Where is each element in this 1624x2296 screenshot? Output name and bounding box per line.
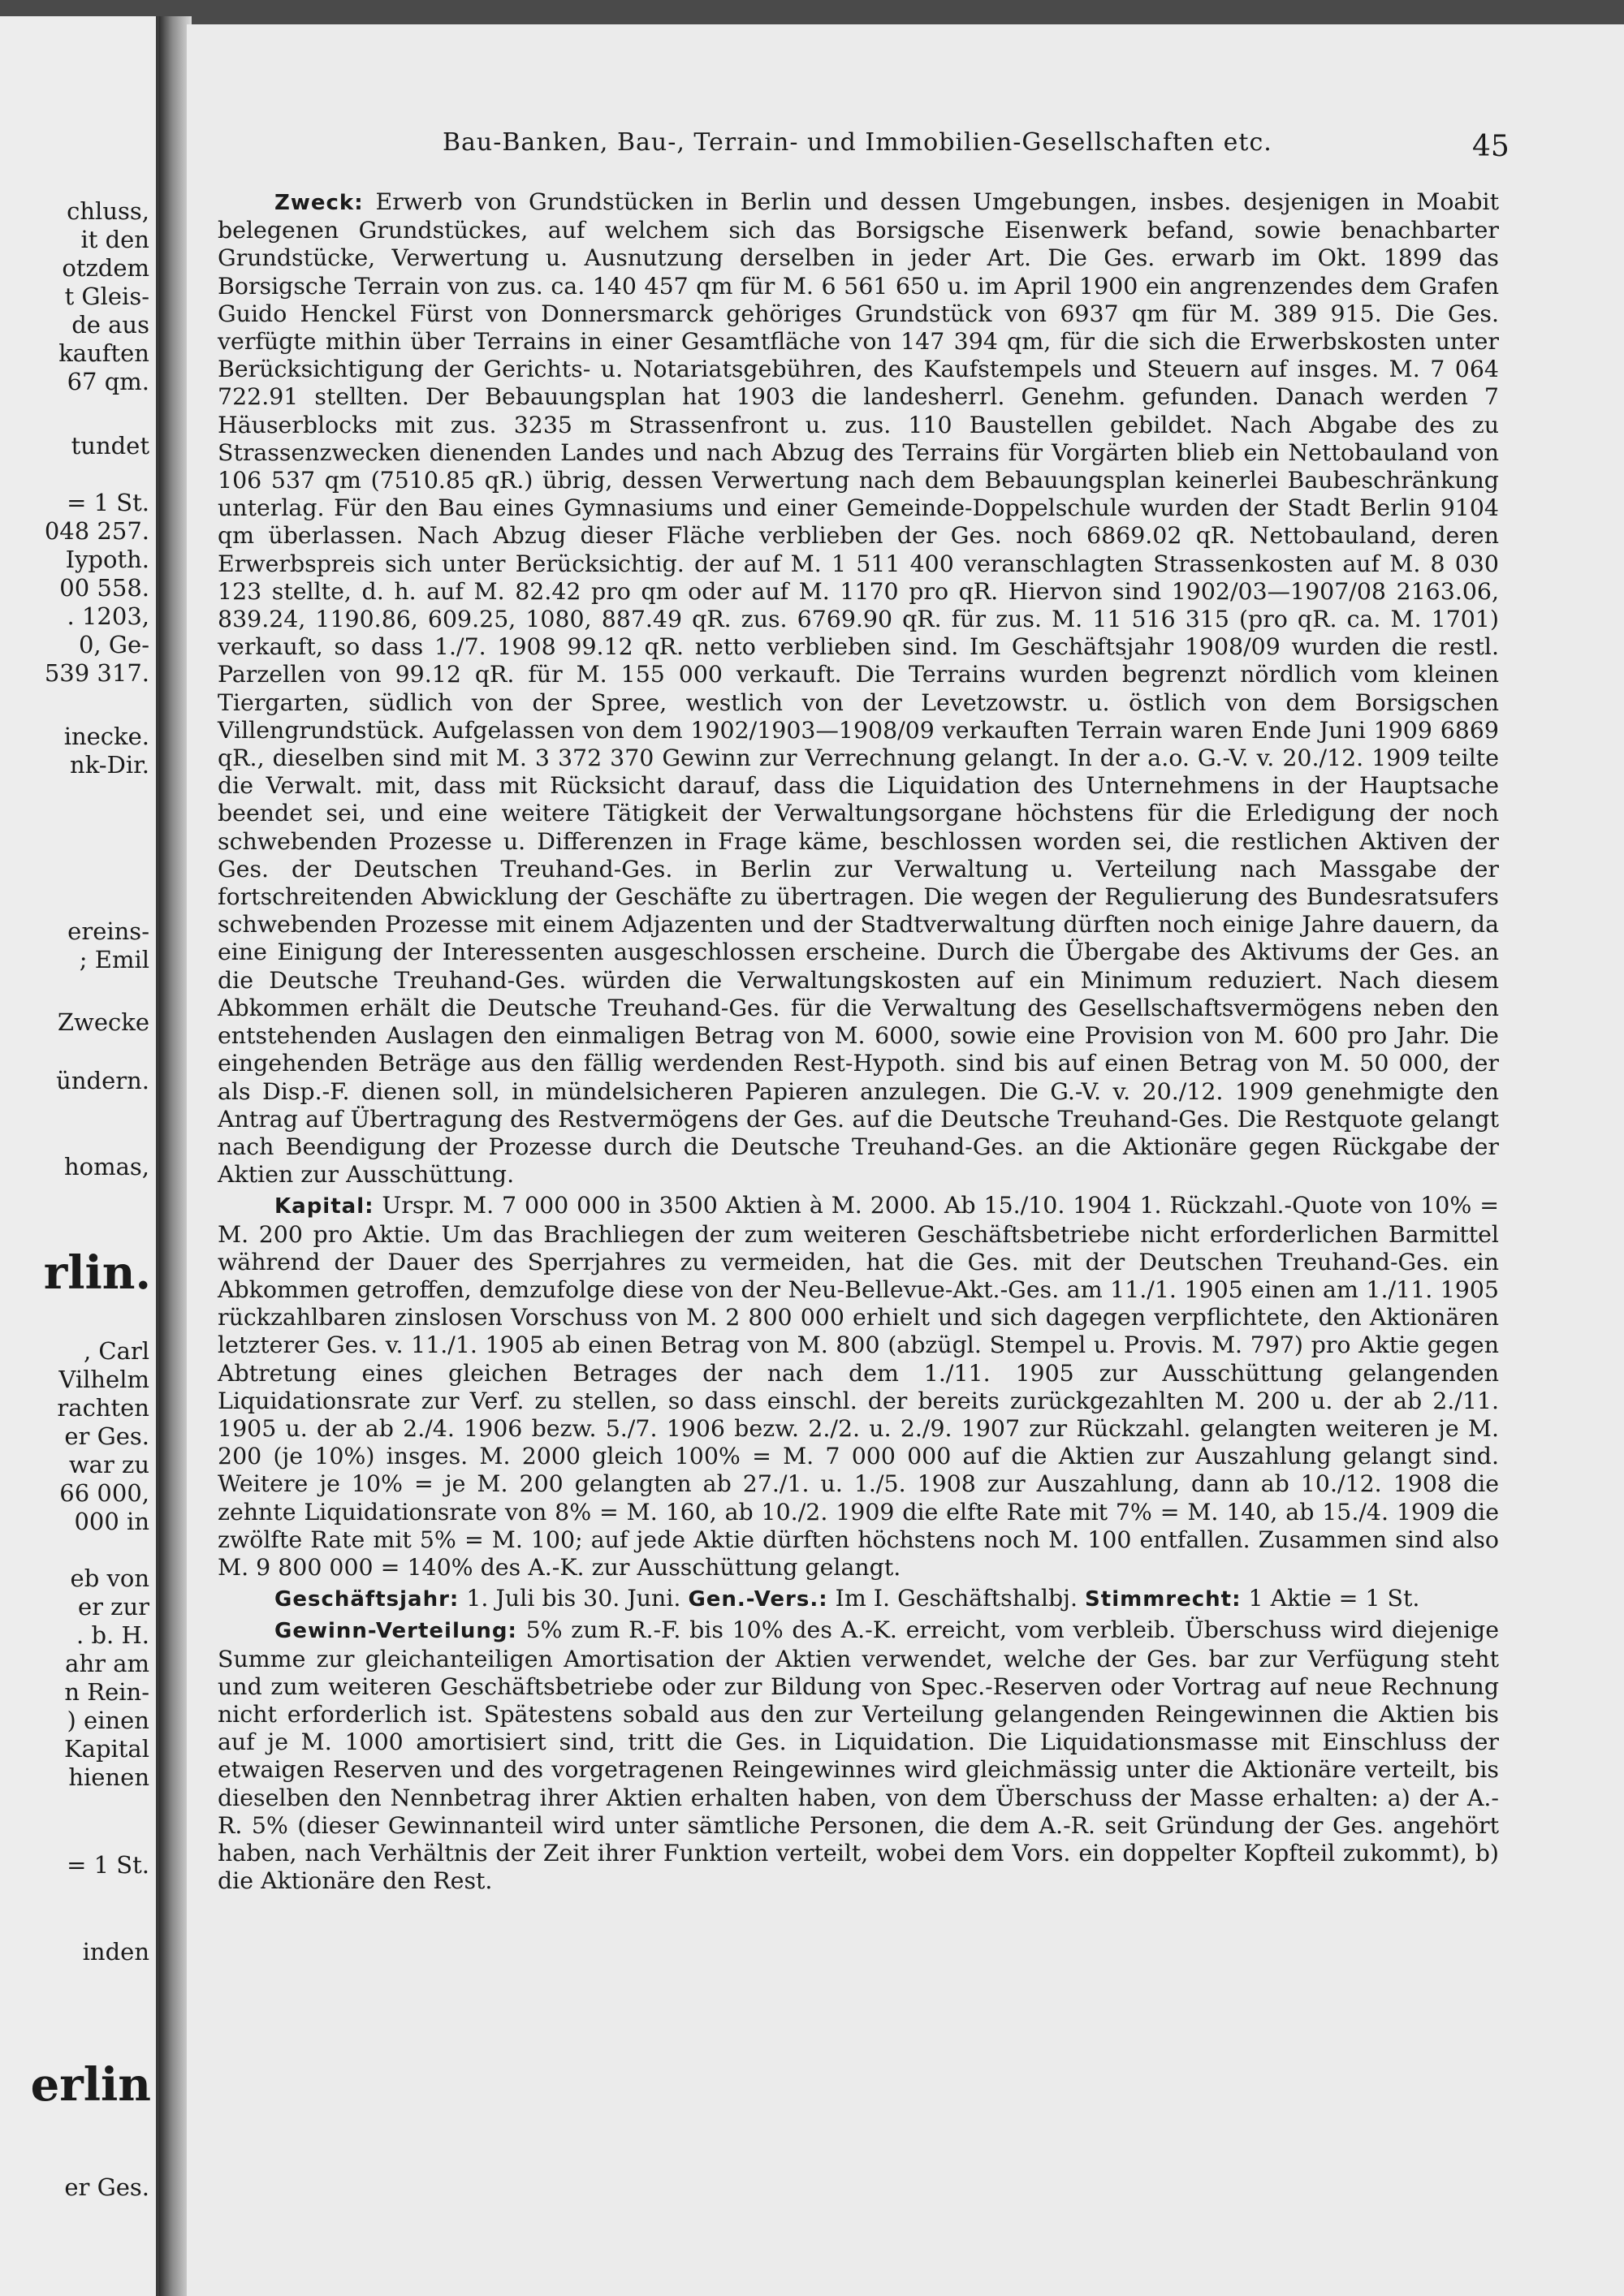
left-fragment-line: t Gleis- — [64, 283, 149, 310]
section-label: Geschäftsjahr: — [274, 1587, 460, 1612]
left-fragment-line: 539 317. — [44, 659, 149, 687]
section-zweck — [218, 188, 1499, 1189]
left-fragment-line: Zwecke — [57, 1008, 149, 1036]
left-fragment-line: ; Emil — [79, 946, 149, 973]
left-fragment-line: Iypoth. — [65, 546, 149, 573]
section-geschaeftsjahr — [218, 1585, 1499, 1613]
left-fragment-line: hienen — [68, 1763, 149, 1791]
left-fragment-line: inecke. — [63, 723, 149, 750]
section-label: Stimmrecht: — [1085, 1587, 1242, 1612]
section-kapital — [218, 1192, 1499, 1582]
left-fragment-line: homas, — [63, 1153, 149, 1180]
left-fragment-line: otzdem — [62, 254, 149, 282]
left-fragment-heading: erlin — [30, 2058, 151, 2112]
left-fragment-line: rachten — [57, 1394, 149, 1422]
left-fragment-line: er Ges. — [64, 1422, 149, 1450]
section-label: Gewinn-Verteilung: — [274, 1619, 517, 1644]
left-fragment-line: 66 000, — [59, 1479, 149, 1507]
scan-top-edge — [0, 0, 1624, 28]
section-label: Zweck: — [274, 191, 364, 215]
left-fragment-line: . 1203, — [67, 602, 149, 630]
running-header: Bau-Banken, Bau-, Terrain- und Immobilien-Gesellschaften etc. — [443, 128, 1272, 157]
left-fragment-line: . b. H. — [76, 1621, 149, 1649]
section-text: 5% zum R.-F. bis 10% des A.-K. erreicht, vom verbleib. Überschuss wird diejenige Summe zur gleichanteiligen Amortisation der Aktien verwendet, welche der Ges. bar zur Verfügung steht und zum weiteren Geschäftsbetriebe oder zur Bildung von Spec.-Reserven oder Vortrag auf neue Rechnung nicht erforderlich ist. Spätestens sobald aus den zur Verteilung gelangenden Reingewinnen die Aktien bis auf je M. 1000 amortisiert sind, tritt die Ges. in Liquidation. Die Liquidationsmasse mit Einschluss der etwaigen Reserven und des vorgetragenen Reingewinnes wird gleichmässig unter die Aktionäre verteilt, bis dieselben den Nennbetrag ihrer Aktien erhalten haben, von dem Überschuss der Masse erhalten: a) der A.-R. 5% (dieser Gewinnanteil wird unter sämtliche Personen, die dem A.-R. seit Gründung der Ges. angehört haben, nach Verhältnis der Zeit ihrer Funktion verteilt, wobei dem Vors. ein doppelter Kopfteil zukommt), b) die Aktionäre den Rest. — [218, 1616, 1500, 1895]
section-text: 1. Juli bis 30. Juni. — [466, 1585, 681, 1612]
left-fragment-line: nk-Dir. — [70, 751, 149, 779]
left-fragment-line: de aus — [71, 311, 149, 339]
section-label: Gen.-Vers.: — [688, 1587, 828, 1612]
left-fragment-line: er zur — [77, 1593, 149, 1621]
left-fragment-line: 00 558. — [59, 574, 149, 602]
left-fragment-line: ) einen — [67, 1707, 149, 1734]
adjacent-page-fragment — [0, 16, 159, 2296]
section-text: Im I. Geschäftshalbj. — [835, 1585, 1078, 1612]
left-fragment-line: ereins- — [67, 917, 149, 945]
left-fragment-line: kauften — [58, 339, 149, 367]
section-text: 1 Aktie = 1 St. — [1248, 1585, 1420, 1612]
left-fragment-line: it den — [80, 226, 149, 253]
section-text: Urspr. M. 7 000 000 in 3500 Aktien à M. 2000. Ab 15./10. 1904 1. Rückzahl.-Quote von 10% = M. 200 pro Aktie. Um das Brachliegen der zum weiteren Geschäftsbetriebe nicht erforderlichen Barmittel während der Dauer des Sperrjahres zu vermeiden, hat die Ges. mit der Deutschen Treuhand-Ges. ein Abkommen getroffen, demzufolge diese von der Neu-Bellevue-Akt.-Ges. am 11./1. 1905 einen am 1./11. 1905 rückzahlbaren zinslosen Vorschuss von M. 2 800 000 erhielt und sich dagegen verpflichtete, den Aktionären letzterer Ges. v. 11./1. 1905 ab einen Betrag von M. 800 (abzügl. Stempel u. Provis. M. 797) pro Aktie gegen Abtretung eines gleichen Betrages der nach dem 1./11. 1905 zur Ausschüttung gelangenden Liquidationsrate zur Verf. zu stellen, so dass einschl. der bereits zurückgezahlten M. 200 u. der ab 2./11. 1905 u. der ab 2./4. 1906 bezw. 5./7. 1906 bezw. 2./2. u. 2./9. 1907 zur Rückzahl. gelangten weiteren je M. 200 (je 10%) insges. M. 2000 gleich 100% = M. 7 000 000 auf die Aktien zur Auszahlung gelangt sind. Weitere je 10% = je M. 200 gelangten ab 27./1. u. 1./5. 1908 zur Auszahlung, dann ab 10./12. 1908 die zehnte Liquidationsrate von 8% = M. 160, ab 10./2. 1909 die elfte Rate mit 7% = M. 140, ab 15./4. 1909 die zwölfte Rate mit 5% = M. 100; auf jede Aktie dürften höchstens noch M. 100 entfallen. Zusammen sind also M. 9 800 000 = 140% des A.-K. zur Ausschüttung gelangt. — [218, 1192, 1499, 1581]
left-fragment-line: , Carl — [83, 1337, 149, 1365]
left-fragment-line: Kapital — [63, 1735, 149, 1763]
left-fragment-line: 67 qm. — [67, 368, 149, 395]
left-fragment-line: ündern. — [56, 1067, 149, 1094]
left-fragment-line: n Rein- — [64, 1678, 149, 1706]
left-fragment-line: er Ges. — [64, 2173, 149, 2201]
left-fragment-line: inden — [82, 1938, 149, 1966]
left-fragment-line: = 1 St. — [67, 489, 149, 516]
left-fragment-line: tundet — [71, 432, 149, 460]
left-fragment-line: = 1 St. — [67, 1851, 149, 1879]
left-fragment-line: war zu — [68, 1451, 149, 1478]
left-fragment-line: ahr am — [65, 1650, 149, 1677]
left-fragment-line: chluss, — [67, 197, 149, 225]
left-fragment-line: eb von — [70, 1564, 149, 1592]
left-fragment-heading: rlin. — [43, 1246, 151, 1300]
article-body — [218, 188, 1499, 1898]
section-label: Kapital: — [274, 1194, 374, 1219]
left-fragment-line: 000 in — [74, 1508, 149, 1535]
left-fragment-line: 048 257. — [44, 517, 149, 545]
section-text: Erwerb von Grundstücken in Berlin und dessen Umgebungen, insbes. desjenigen in Moabit belegenen Grundstückes, auf welchem sich das Borsigsche Eisenwerk befand, sowie benachbarter Grundstücke, Verwertung u. Ausnutzung derselben in jeder Art. Die Ges. erwarb im Okt. 1899 das Borsigsche Terrain von zus. ca. 140 457 qm für M. 6 561 650 u. im April 1900 ein angrenzendes dem Grafen Guido Henckel Fürst von Donnersmarck gehöriges Grundstück von 6937 qm für M. 389 915. Die Ges. verfügte mithin über Terrains in einer Gesamtfläche von 147 394 qm, für die sich die Erwerbskosten unter Berücksichtigung der Gerichts- u. Notariatsgebühren, des Kaufstempels und Steuern auf insges. M. 7 064 722.91 stellten. Der Bebauungsplan hat 1903 die landesherrl. Genehm. gefunden. Danach werden 7 Häuserblocks mit zus. 3235 m Strassenfront u. zus. 110 Baustellen gebildet. Nach Abgabe des zu Strassenzwecken dienenden Landes und nach Abzug des Terrains für Vorgärten blieb ein Nettobauland von 106 537 qm (7510.85 qR.) übrig, dessen Verwertung nach dem Bebauungsplan keinerlei Baubeschränkung unterlag. Für den Bau eines Gymnasiums und einer Gemeinde-Doppelschule wurden der Stadt Berlin 9104 qm überlassen. Nach Abzug dieser Fläche verblieben der Ges. noch 6869.02 qR. Nettobauland, deren Erwerbspreis sich unter Berücksichtig. der auf M. 1 511 400 veranschlagten Strassenkosten auf M. 8 030 123 stellte, d. h. auf M. 82.42 pro qm oder auf M. 1170 pro qR. Hiervon sind 1902/03—1907/08 2163.06, 839.24, 1190.86, 609.25, 1080, 887.49 qR. zus. 6769.90 qR. für zus. M. 11 516 315 (pro qR. ca. M. 1701) verkauft, so dass 1./7. 1908 99.12 qR. netto verblieben sind. Im Geschäftsjahr 1908/09 wurden die restl. Parzellen von 99.12 qR. für M. 155 000 verkauft. Die Terrains wurden begrenzt nördlich vom kleinen Tiergarten, südlich von der Spree, westlich von der Levetzowstr. u. östlich von dem Borsigschen Villengrundstück. Aufgelassen von dem 1902/1903—1908/09 verkauften Terrain waren Ende Juni 1909 6869 qR., dieselben sind mit M. 3 372 370 Gewinn zur Verrechnung gelangt. In der a.o. G.-V. v. 20./12. 1909 teilte die Verwalt. mit, dass mit Rücksicht darauf, dass die Liquidation des Unternehmens in der Hauptsache beendet sei, und eine weitere Tätigkeit der Verwaltungsorgane höchstens für die Erledigung der noch schwebenden Prozesse u. Differenzen in Frage käme, beschlossen worden sei, die restlichen Aktiven der Ges. der Deutschen Treuhand-Ges. in Berlin zur Verwaltung u. Verteilung nach Massgabe der fortschreitenden Abwicklung der Geschäfte zu übertragen. Die wegen der Regulierung des Bundesratsufers schwebenden Prozesse mit einem Adjazenten und der Stadtverwaltung dürften noch einige Jahre dauern, da eine Einigung der Interessenten ausgeschlossen erscheine. Durch die Übergabe des Aktivums der Ges. an die Deutsche Treuhand-Ges. würden die Verwaltungskosten auf ein Minimum reduziert. Nach diesem Abkommen erhält die Deutsche Treuhand-Ges. für die Verwaltung des Gesellschaftsvermögens neben den entstehenden Auslagen den einmaligen Betrag von M. 6000, sowie eine Provision von M. 600 pro Jahr. Die eingehenden Beträge aus den fällig werdenden Rest-Hypoth. sind bis auf einen Betrag von M. 50 000, der als Disp.-F. dienen soll, in mündelsicheren Papieren anzulegen. Die G.-V. v. 20./12. 1909 genehmigte den Antrag auf Übertragung des Restvermögens der Ges. auf die Deutsche Treuhand-Ges. Die Restquote gelangt nach Beendigung der Prozesse durch die Deutsche Treuhand-Ges. an die Aktionäre gegen Rückgabe der Aktien zur Ausschüttung. — [218, 188, 1500, 1189]
left-fragment-line: Vilhelm — [58, 1366, 149, 1393]
left-fragment-line: 0, Ge- — [78, 631, 149, 658]
section-gewinn-verteilung — [218, 1616, 1499, 1895]
page-number: 45 — [1472, 130, 1510, 163]
